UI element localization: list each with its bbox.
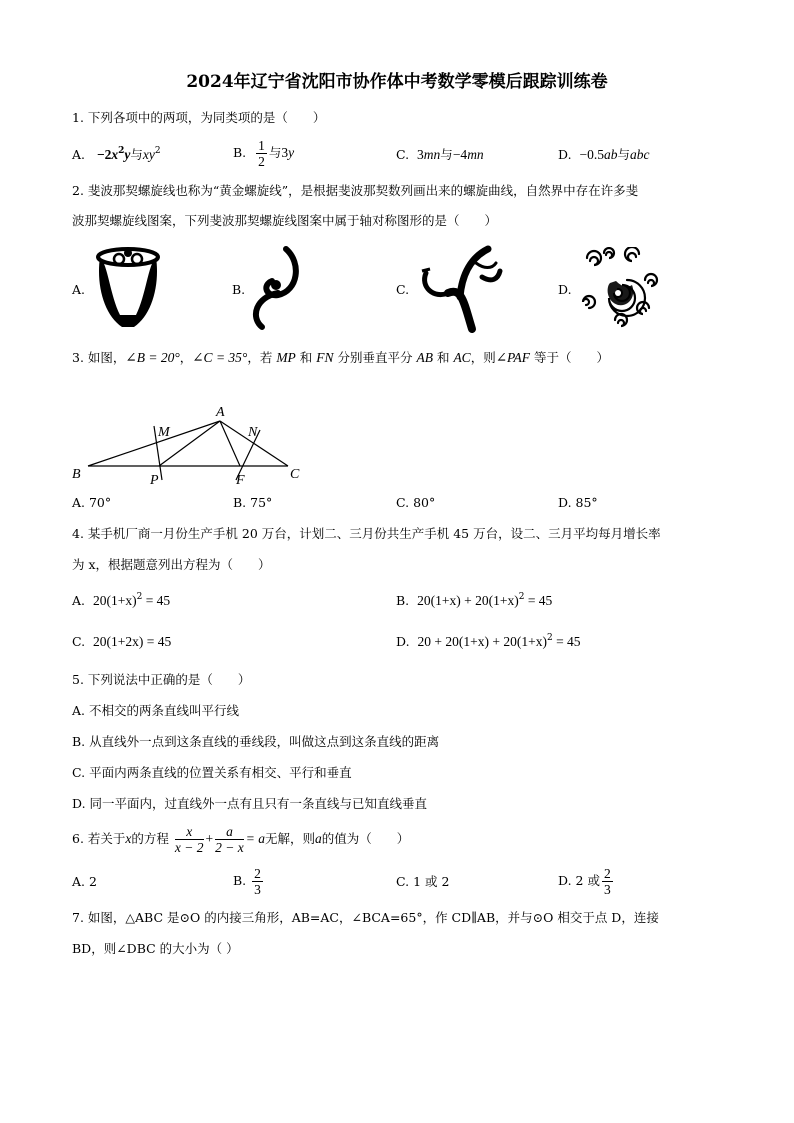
q1-option-a: A. $-2x^2y$与$xy^2$ bbox=[72, 146, 161, 162]
q5-stem: 5. 下列说法中正确的是（ ） bbox=[72, 672, 251, 687]
q3-option-c: C. 80° bbox=[396, 495, 436, 510]
q5-option-c: C. 平面内两条直线的位置关系有相交、平行和垂直 bbox=[72, 765, 352, 780]
q3-triangle-figure bbox=[66, 400, 316, 490]
point-p-label: P bbox=[150, 473, 159, 488]
q2-option-a-label: A. bbox=[72, 282, 86, 297]
q4-option-c: C. 20(1+2x) = 45 bbox=[72, 634, 172, 649]
q4-option-d: D. $20 + 20(1+x) + 20(1+x)^2 = 45$ bbox=[396, 633, 581, 649]
heart-spiral-icon bbox=[92, 245, 164, 333]
q1-option-c: C. 3mn与−4mn bbox=[396, 147, 484, 162]
q2-option-d-label: D. bbox=[558, 282, 572, 297]
q5-option-a: A. 不相交的两条直线叫平行线 bbox=[72, 703, 239, 718]
s-spiral-icon bbox=[248, 245, 304, 331]
q3-option-b: B. 75° bbox=[233, 495, 273, 510]
point-a-label: A bbox=[216, 405, 225, 420]
q2-option-c-label: C. bbox=[396, 282, 410, 297]
q2-stem-line1: 2. 斐波那契螺旋线也称为“黄金螺旋线”，是根据斐波那契数列画出来的螺旋曲线，自然界中存在许多斐 bbox=[72, 183, 639, 198]
q2-stem-line2: 波那契螺旋线图案，下列斐波那契螺旋线图案中属于轴对称图形的是（ ） bbox=[72, 213, 498, 228]
q6-option-b: B. $\frac{2}{3}$ bbox=[233, 866, 261, 897]
q5-option-d: D. 同一平面内，过直线外一点有且只有一条直线与已知直线垂直 bbox=[72, 796, 428, 811]
page-title: 2024年辽宁省沈阳市协作体中考数学零模后跟踪训练卷 bbox=[186, 72, 608, 92]
q3-option-d: D. 85° bbox=[558, 495, 598, 510]
q1-option-b: B. $\frac{1}{2}$ 与3y bbox=[233, 138, 295, 169]
q6-option-d: D. 2 或 $\frac{2}{3}$ bbox=[558, 866, 611, 897]
q3-stem: 3. 如图，∠B = 20°，∠C = 35°，若 MP 和 FN 分别垂直平分 AB 和 AC，则∠PAF 等于（ ） bbox=[72, 350, 610, 365]
point-f-label: F bbox=[236, 473, 245, 488]
point-n-label: N bbox=[248, 425, 258, 440]
horned-spiral-icon bbox=[416, 243, 506, 335]
q4-stem-line2: 为 x，根据题意列出方程为（ ） bbox=[72, 557, 271, 572]
q6-stem: 6. 若关于x的方程 $\frac{x}{x - 2}$ + $\frac{a}{2 - x}$ = a无解，则a的值为（ ） bbox=[72, 824, 410, 855]
q4-option-a: A. $20(1+x)^2 = 45$ bbox=[72, 592, 171, 608]
q6-option-a: A. 2 bbox=[72, 874, 97, 889]
point-m-label: M bbox=[158, 425, 170, 440]
q2-option-b-label: B. bbox=[232, 282, 246, 297]
q7-stem-line2: BD，则∠DBC 的大小为（ ） bbox=[72, 941, 239, 956]
q1-stem: 1. 下列各项中的两项，为同类项的是（ ） bbox=[72, 110, 326, 125]
q5-option-b: B. 从直线外一点到这条直线的垂线段，叫做这点到这条直线的距离 bbox=[72, 734, 440, 749]
q3-option-a: A. 70° bbox=[72, 495, 112, 510]
q1-option-d: D. −0.5ab与abc bbox=[558, 147, 650, 162]
point-c-label: C bbox=[290, 467, 300, 482]
q6-option-c: C. 1 或 2 bbox=[396, 874, 450, 889]
q4-option-b: B. $20(1+x) + 20(1+x)^2 = 45$ bbox=[396, 592, 553, 608]
curly-spiral-icon bbox=[576, 247, 660, 331]
q7-stem-line1: 7. 如图，△ABC 是⊙O 的内接三角形，AB=AC，∠BCA=65°，作 CD∥AB，并与⊙O 相交于点 D，连接 bbox=[72, 910, 659, 925]
q4-stem-line1: 4. 某手机厂商一月份生产手机 20 万台，计划二、三月份共生产手机 45 万台，设二、三月平均每月增长率 bbox=[72, 526, 661, 541]
point-b-label: B bbox=[72, 467, 81, 482]
